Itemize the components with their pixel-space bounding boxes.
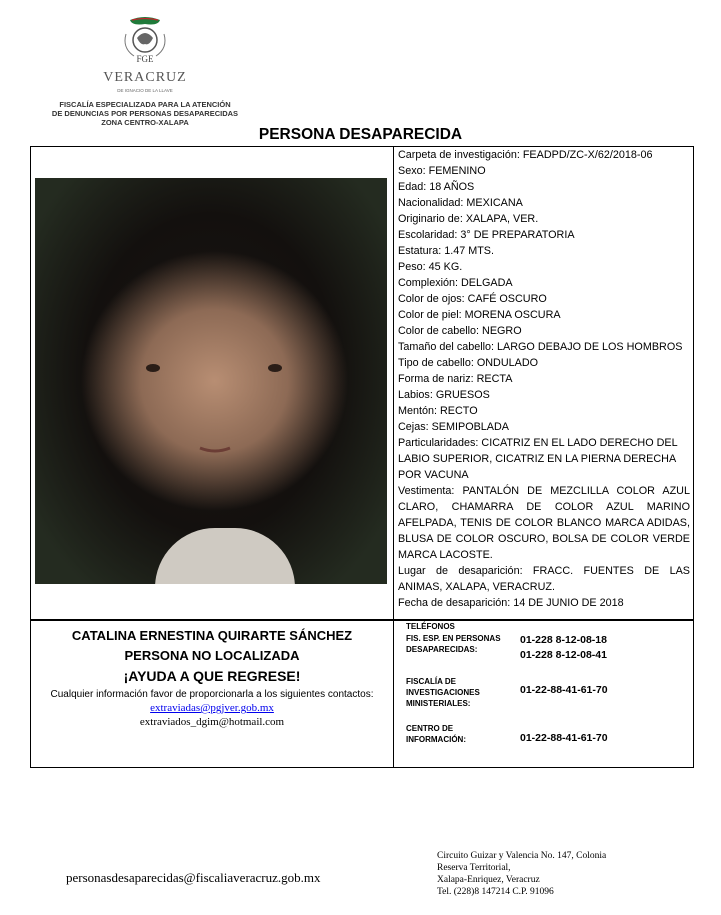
fis-phone-2: 01-228 8-12-08-41	[520, 649, 607, 661]
fis-label-line1: FIS. ESP. EN PERSONAS	[406, 634, 501, 643]
detail-peso: Peso: 45 KG.	[398, 261, 463, 273]
org-line-1: FISCALÍA ESPECIALIZADA PARA LA ATENCIÓN	[59, 100, 231, 109]
detail-cabello: Color de cabello: NEGRO	[398, 325, 522, 337]
appeal-text: ¡AYUDA A QUE REGRESE!	[123, 668, 301, 684]
detail-particularidades: Particularidades: CICATRIZ EN EL LADO DERECHO DEL LABIO SUPERIOR, CICATRIZ EN LA PIERNA DERECHA POR VACUNA	[398, 437, 678, 481]
detail-escolaridad: Escolaridad: 3° DE PREPARATORIA	[398, 229, 575, 241]
detail-estatura: Estatura: 1.47 MTS.	[398, 245, 495, 257]
fis-phone-1: 01-228 8-12-08-18	[520, 634, 607, 646]
detail-carpeta: Carpeta de investigación: FEADPD/ZC-X/62/2018-06	[398, 149, 653, 161]
inv-label-line2: INVESTIGACIONES	[406, 688, 480, 697]
detail-sexo: Sexo: FEMENINO	[398, 165, 486, 177]
org-line-2: DE DENUNCIAS POR PERSONAS DESAPARECIDAS	[51, 109, 239, 118]
contact-email-link[interactable]: extraviadas@pgjver.gob.mx	[150, 702, 274, 714]
column-divider	[393, 146, 394, 768]
phones-heading: TELÉFONOS	[406, 622, 455, 631]
person-summary	[31, 622, 393, 729]
address-line-3: Xalapa-Enriquez, Veracruz	[437, 875, 540, 885]
address-line-4: Tel. (228)8 147214 C.P. 91096	[437, 887, 554, 897]
detail-complexion: Complexión: DELGADA	[398, 277, 513, 289]
photo-face-icon	[35, 178, 387, 584]
person-status: PERSONA NO LOCALIZADA	[124, 648, 300, 663]
detail-ojos: Color de ojos: CAFÉ OSCURO	[398, 293, 547, 305]
detail-cejas: Cejas: SEMIPOBLADA	[398, 421, 510, 433]
ci-label-line1: CENTRO DE	[406, 724, 454, 733]
address-line-1: Circuito Guizar y Valencia No. 147, Colonia	[437, 851, 607, 861]
person-details	[398, 147, 690, 611]
org-line-3: ZONA CENTRO-XALAPA	[101, 118, 189, 127]
detail-nariz: Forma de nariz: RECTA	[398, 373, 513, 385]
detail-labios: Labios: GRUESOS	[398, 389, 490, 401]
logo-abbrev: FGE	[136, 54, 154, 64]
logo-subcaption: DE IGNACIO DE LA LLAVE	[117, 88, 173, 93]
organization-name	[40, 100, 250, 127]
fge-logo	[100, 14, 190, 100]
detail-menton: Mentón: RECTO	[398, 405, 478, 417]
detail-edad: Edad: 18 AÑOS	[398, 181, 475, 193]
detail-tipo-cabello: Tipo de cabello: ONDULADO	[398, 357, 539, 369]
detail-piel: Color de piel: MORENA OSCURA	[398, 309, 561, 321]
inv-label-line1: FISCALÍA DE	[406, 677, 456, 686]
footer-address	[437, 850, 606, 898]
page-title: PERSONA DESAPARECIDA	[258, 126, 463, 143]
detail-originario: Originario de: XALAPA, VER.	[398, 213, 539, 225]
detail-vestimenta: Vestimenta: PANTALÓN DE MEZCLILLA COLOR AZUL CLARO, CHAMARRA DE COLOR AZUL MARINO AFELPADA, TENIS DE COLOR BLANCO MARCA ADIDAS, BLUSA DE COLOR OSCURO, BOLSA DE COLOR VERDE MARCA LACOSTE.	[398, 485, 690, 561]
detail-fecha: Fecha de desaparición: 14 DE JUNIO DE 2018	[398, 597, 624, 609]
person-photo	[35, 178, 387, 584]
logo-caption: VERACRUZ	[103, 70, 187, 85]
detail-lugar: Lugar de desaparición: FRACC. FUENTES DE LAS ANIMAS, XALAPA, VERACRUZ.	[398, 565, 690, 593]
inv-label-line3: MINISTERIALES:	[406, 699, 471, 708]
person-name: CATALINA ERNESTINA QUIRARTE SÁNCHEZ	[71, 628, 353, 643]
fis-label-line2: DESAPARECIDAS:	[406, 645, 478, 654]
detail-tamano-cabello: Tamaño del cabello: LARGO DEBAJO DE LOS HOMBROS	[398, 341, 683, 353]
ci-label-line2: INFORMACIÓN:	[406, 735, 466, 744]
inv-phone: 01-22-88-41-61-70	[520, 684, 608, 696]
footer-email: personasdesaparecidas@fiscaliaveracruz.gob.mx	[66, 870, 321, 885]
address-line-2: Reserva Territorial,	[437, 863, 511, 873]
contact-intro: Cualquier información favor de proporcionarla a los siguientes contactos:	[50, 689, 374, 700]
contact-email-alt: extraviados_dgim@hotmail.com	[139, 716, 285, 728]
ci-phone: 01-22-88-41-61-70	[520, 732, 608, 744]
detail-nacionalidad: Nacionalidad: MEXICANA	[398, 197, 523, 209]
